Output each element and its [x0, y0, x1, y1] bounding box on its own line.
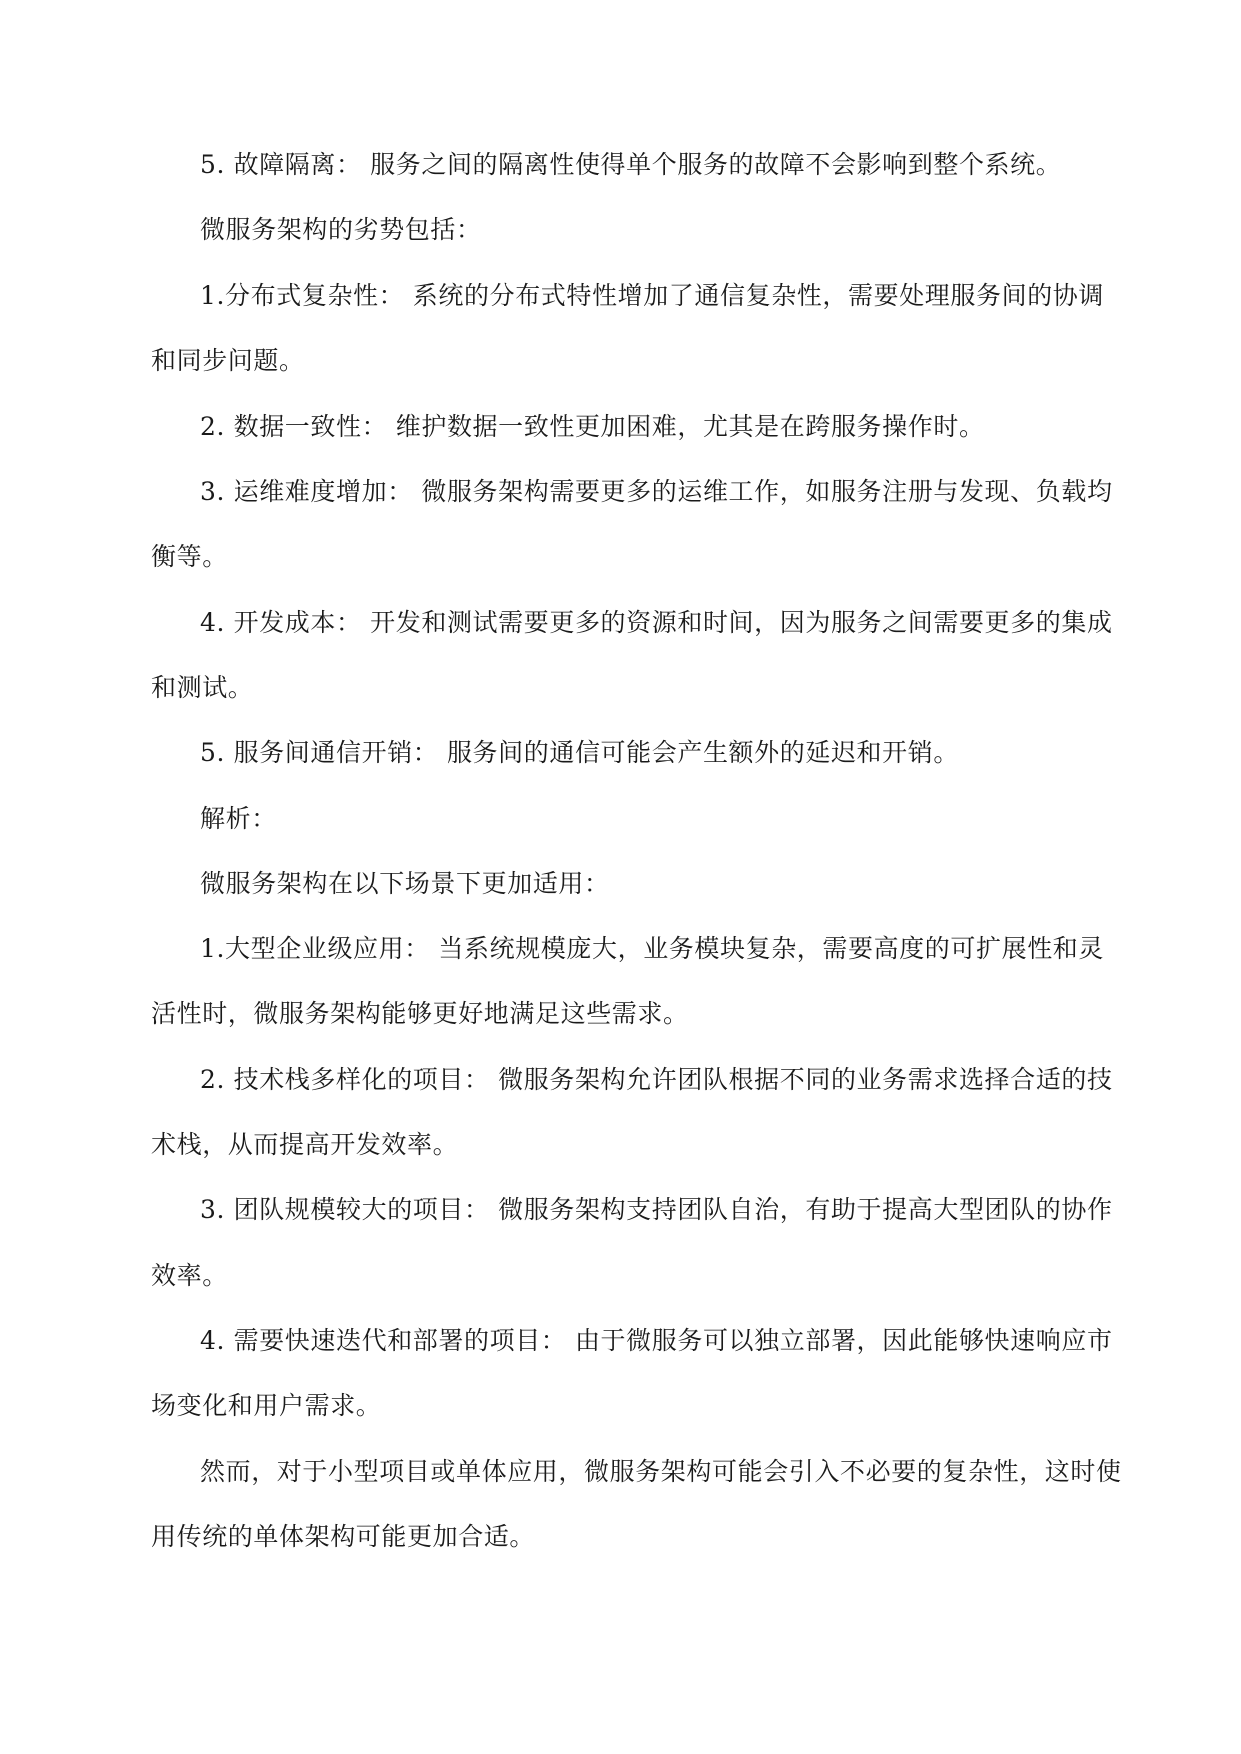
paragraph-dev-cost: 4. 开发成本： 开发和测试需要更多的资源和时间，因为服务之间需要更多的集成 — [200, 608, 1113, 637]
paragraph-fault-isolation: 5. 故障隔离： 服务之间的隔离性使得单个服务的故障不会影响到整个系统。 — [200, 150, 1062, 179]
paragraph-communication-overhead: 5. 服务间通信开销： 服务间的通信可能会产生额外的延迟和开销。 — [200, 738, 959, 767]
paragraph-enterprise-apps-cont: 活性时，微服务架构能够更好地满足这些需求。 — [151, 999, 689, 1028]
paragraph-distributed-complexity: 1.分布式复杂性： 系统的分布式特性增加了通信复杂性，需要处理服务间的协调 — [200, 281, 1105, 310]
paragraph-ops-difficulty: 3. 运维难度增加： 微服务架构需要更多的运维工作，如服务注册与发现、负载均 — [200, 477, 1113, 506]
paragraph-enterprise-apps: 1.大型企业级应用： 当系统规模庞大，业务模块复杂，需要高度的可扩展性和灵 — [200, 934, 1105, 963]
paragraph-dev-cost-cont: 和测试。 — [151, 673, 254, 702]
paragraph-distributed-complexity-cont: 和同步问题。 — [151, 346, 305, 375]
paragraph-analysis-heading: 解析： — [200, 804, 277, 833]
paragraph-large-teams-cont: 效率。 — [151, 1261, 228, 1290]
paragraph-disadvantages-heading: 微服务架构的劣势包括： — [200, 215, 482, 244]
paragraph-rapid-iteration-cont: 场变化和用户需求。 — [151, 1391, 382, 1420]
paragraph-tech-stack: 2. 技术栈多样化的项目： 微服务架构允许团队根据不同的业务需求选择合适的技 — [200, 1065, 1113, 1094]
paragraph-rapid-iteration: 4. 需要快速迭代和部署的项目： 由于微服务可以独立部署，因此能够快速响应市 — [200, 1326, 1113, 1355]
paragraph-large-teams: 3. 团队规模较大的项目： 微服务架构支持团队自治，有助于提高大型团队的协作 — [200, 1195, 1113, 1224]
paragraph-data-consistency: 2. 数据一致性： 维护数据一致性更加困难，尤其是在跨服务操作时。 — [200, 412, 985, 441]
paragraph-scenarios-heading: 微服务架构在以下场景下更加适用： — [200, 869, 610, 898]
paragraph-conclusion-cont: 用传统的单体架构可能更加合适。 — [151, 1522, 536, 1551]
paragraph-tech-stack-cont: 术栈，从而提高开发效率。 — [151, 1130, 459, 1159]
paragraph-conclusion: 然而，对于小型项目或单体应用，微服务架构可能会引入不必要的复杂性，这时使 — [200, 1457, 1122, 1486]
paragraph-ops-difficulty-cont: 衡等。 — [151, 542, 228, 571]
